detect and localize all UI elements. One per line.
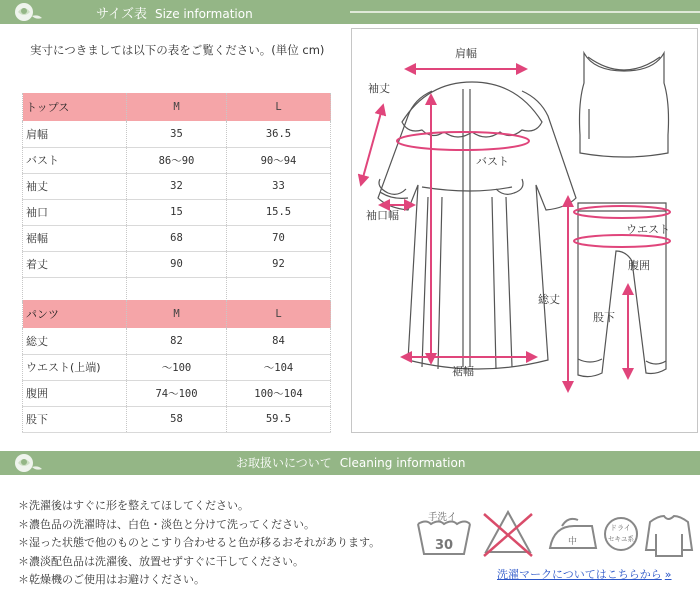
svg-text:30: 30 bbox=[435, 538, 454, 553]
rose-icon bbox=[6, 0, 46, 24]
tank-top-illustration bbox=[580, 53, 669, 157]
care-instructions-list bbox=[18, 497, 380, 590]
table-row: 総丈 82 84 bbox=[23, 328, 331, 354]
label-bust: バスト bbox=[476, 155, 509, 168]
iron-medium-icon bbox=[550, 519, 596, 548]
list-item: ＊洗濯後はすぐに形を整えてほしてください。 bbox=[18, 499, 249, 512]
table-header-row: パンツ M L bbox=[23, 300, 331, 328]
label-hem: 裾幅 bbox=[452, 365, 474, 378]
label-sleeve-length: 袖丈 bbox=[368, 82, 390, 95]
label-inseam: 股下 bbox=[593, 311, 615, 324]
label-total-length: 総丈 bbox=[538, 293, 560, 306]
size-section-title: サイズ表 Size information bbox=[96, 7, 253, 22]
svg-text:ドライ: ドライ bbox=[610, 524, 631, 532]
table-row: 裾幅 68 70 bbox=[23, 225, 331, 251]
care-header-bar bbox=[0, 451, 700, 475]
dress-illustration bbox=[378, 82, 576, 369]
list-item: ＊乾燥機のご使用はお避けください。 bbox=[18, 573, 205, 586]
label-cuff: 袖口幅 bbox=[366, 209, 399, 222]
table-row: バスト 86～90 90～94 bbox=[23, 147, 331, 173]
svg-text:中: 中 bbox=[568, 537, 578, 547]
care-symbols-link[interactable]: 洗濯マークについてはこちらから » bbox=[497, 568, 672, 581]
care-section-title: お取扱いについて Cleaning information bbox=[236, 456, 466, 470]
care-symbols bbox=[416, 508, 696, 558]
rose-icon bbox=[6, 451, 46, 475]
header-decor-line bbox=[350, 11, 700, 13]
table-row: 股下 58 59.5 bbox=[23, 406, 331, 432]
svg-text:手洗イ: 手洗イ bbox=[428, 512, 457, 523]
list-item: ＊濃淡配色品は洗濯後、放置せずすぐに干してください。 bbox=[18, 554, 304, 568]
garment-diagram-svg bbox=[352, 29, 697, 432]
table-row: 肩幅 35 36.5 bbox=[23, 121, 331, 147]
no-bleach-icon bbox=[484, 512, 532, 556]
label-shoulder: 肩幅 bbox=[455, 47, 477, 60]
size-header-bar bbox=[0, 0, 700, 24]
list-item: ＊湿った状態で他のものとこすり合わせると色が移るおそれがあります。 bbox=[18, 536, 381, 549]
shirt-icon bbox=[646, 516, 692, 556]
table-row: 腹囲 74～100 100～104 bbox=[23, 380, 331, 406]
tops-size-table bbox=[22, 93, 331, 304]
table-row: 袖口 15 15.5 bbox=[23, 199, 331, 225]
hand-wash-30-icon bbox=[418, 511, 470, 554]
unit-note: 実寸につきましては以下の表をご覧ください。(単位 cm) bbox=[30, 43, 325, 57]
label-hip: 腹囲 bbox=[628, 259, 650, 272]
table-header-row: トップス M L bbox=[23, 93, 331, 121]
pants-size-table bbox=[22, 300, 331, 433]
dry-clean-petroleum-icon bbox=[605, 518, 637, 550]
table-row: ウエスト(上端) ～100 ～104 bbox=[23, 354, 331, 380]
garment-diagram bbox=[351, 28, 698, 433]
table-row: 着丈 90 92 bbox=[23, 251, 331, 277]
list-item: ＊濃色品の洗濯時は、白色・淡色と分けて洗ってください。 bbox=[18, 517, 315, 531]
svg-text:セキユ系: セキユ系 bbox=[608, 535, 634, 543]
label-waist: ウエスト bbox=[626, 223, 670, 236]
table-row: 袖丈 32 33 bbox=[23, 173, 331, 199]
